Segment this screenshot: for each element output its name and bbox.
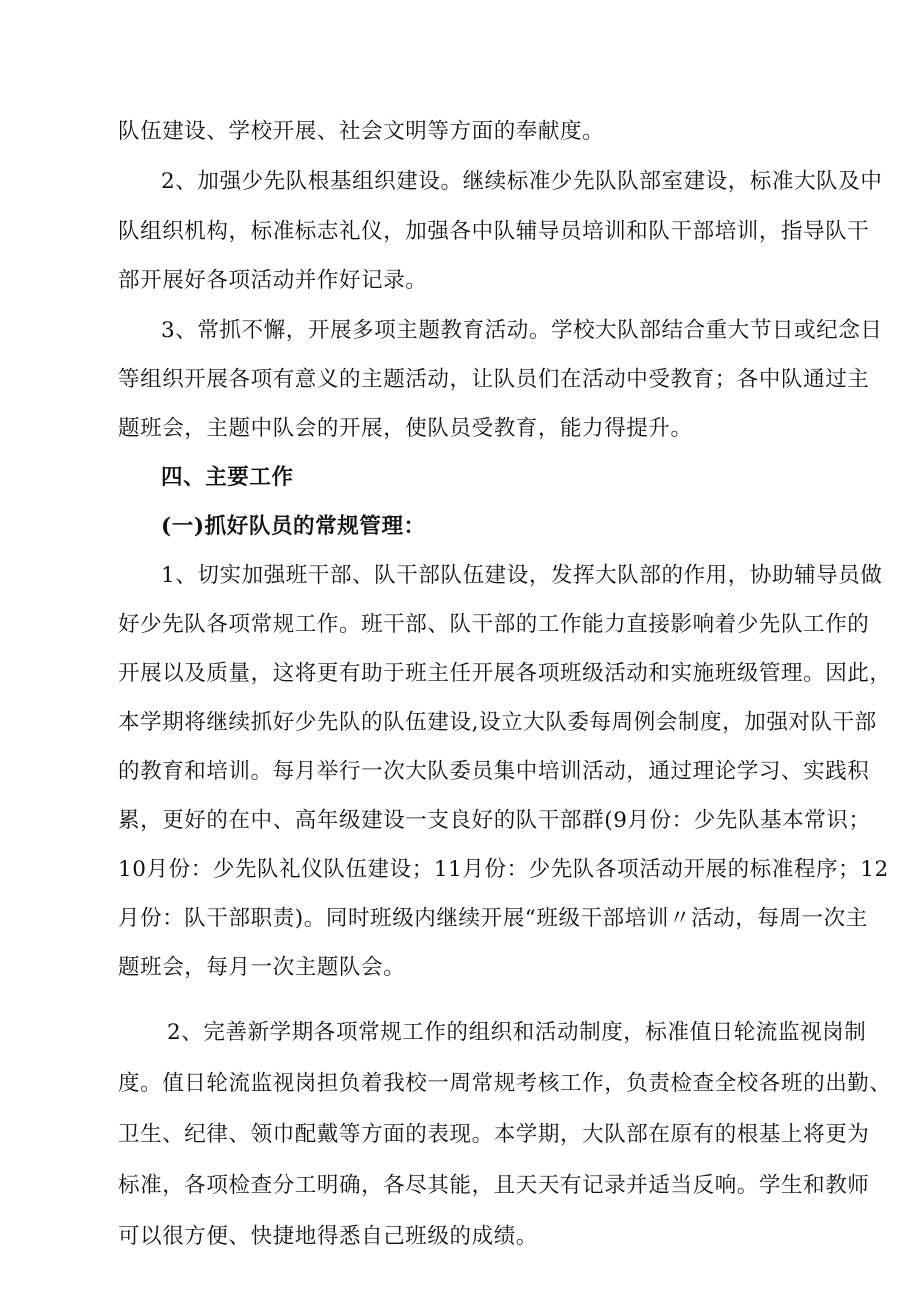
text-line: 本学期将继续抓好少先队的队伍建设,设立大队委每周例会制度，加强对队干部 (118, 710, 877, 735)
text-line: 队伍建设、学校开展、社会文明等方面的奉献度。 (118, 119, 605, 144)
text-line: 度。值日轮流监视岗担负着我校一周常规考核工作，负责检查全校各班的出勤、 (118, 1071, 892, 1096)
text-line: 2、完善新学期各项常规工作的组织和活动制度，标准值日轮流监视岗制 (167, 1020, 867, 1045)
text-line: 1、切实加强班干部、队干部队伍建设，发挥大队部的作用，协助辅导员做 (161, 563, 883, 588)
text-line: 标准，各项检查分工明确，各尽其能，且天天有记录并适当反响。学生和教师 (118, 1173, 870, 1198)
text-line: 3、常抓不懈，开展多项主题教育活动。学校大队部结合重大节日或纪念日 (161, 318, 883, 343)
text-line: 等组织开展各项有意义的主题活动，让队员们在活动中受教育；各中队通过主 (118, 367, 870, 392)
text-line: 好少先队各项常规工作。班干部、队干部的工作能力直接影响着少先队工作的 (118, 612, 870, 637)
text-line: 累，更好的在中、高年级建设一支良好的队干部群(9月份：少先队基本常识； (118, 808, 871, 833)
text-line: 队组织机构，标准标志礼仪，加强各中队辅导员培训和队干部培训，指导队干 (118, 219, 870, 244)
subsection-heading: (一)抓好队员的常规管理： (161, 514, 426, 539)
text-line: 开展以及质量，这将更有助于班主任开展各项班级活动和实施班级管理。因此， (118, 661, 892, 686)
text-line: 题班会，主题中队会的开展，使队员受教育，能力得提升。 (118, 416, 693, 441)
text-line: 部开展好各项活动并作好记录。 (118, 268, 428, 293)
text-line: 10月份：少先队礼仪队伍建设；11月份：少先队各项活动开展的标准程序；12 (118, 857, 889, 882)
text-line: 的教育和培训。每月举行一次大队委员集中培训活动，通过理论学习、实践积 (118, 759, 870, 784)
text-line: 可以很方便、快捷地得悉自己班级的成绩。 (118, 1224, 538, 1249)
text-line: 卫生、纪律、领巾配戴等方面的表现。本学期，大队部在原有的根基上将更为 (118, 1122, 870, 1147)
text-line: 月份：队干部职责)。同时班级内继续开展“班级干部培训〃活动，每周一次主 (118, 906, 868, 931)
text-line: 2、加强少先队根基组织建设。继续标准少先队队部室建设，标准大队及中 (161, 169, 883, 194)
section-heading: 四、主要工作 (161, 465, 294, 490)
text-line: 题班会，每月一次主题队会。 (118, 955, 406, 980)
